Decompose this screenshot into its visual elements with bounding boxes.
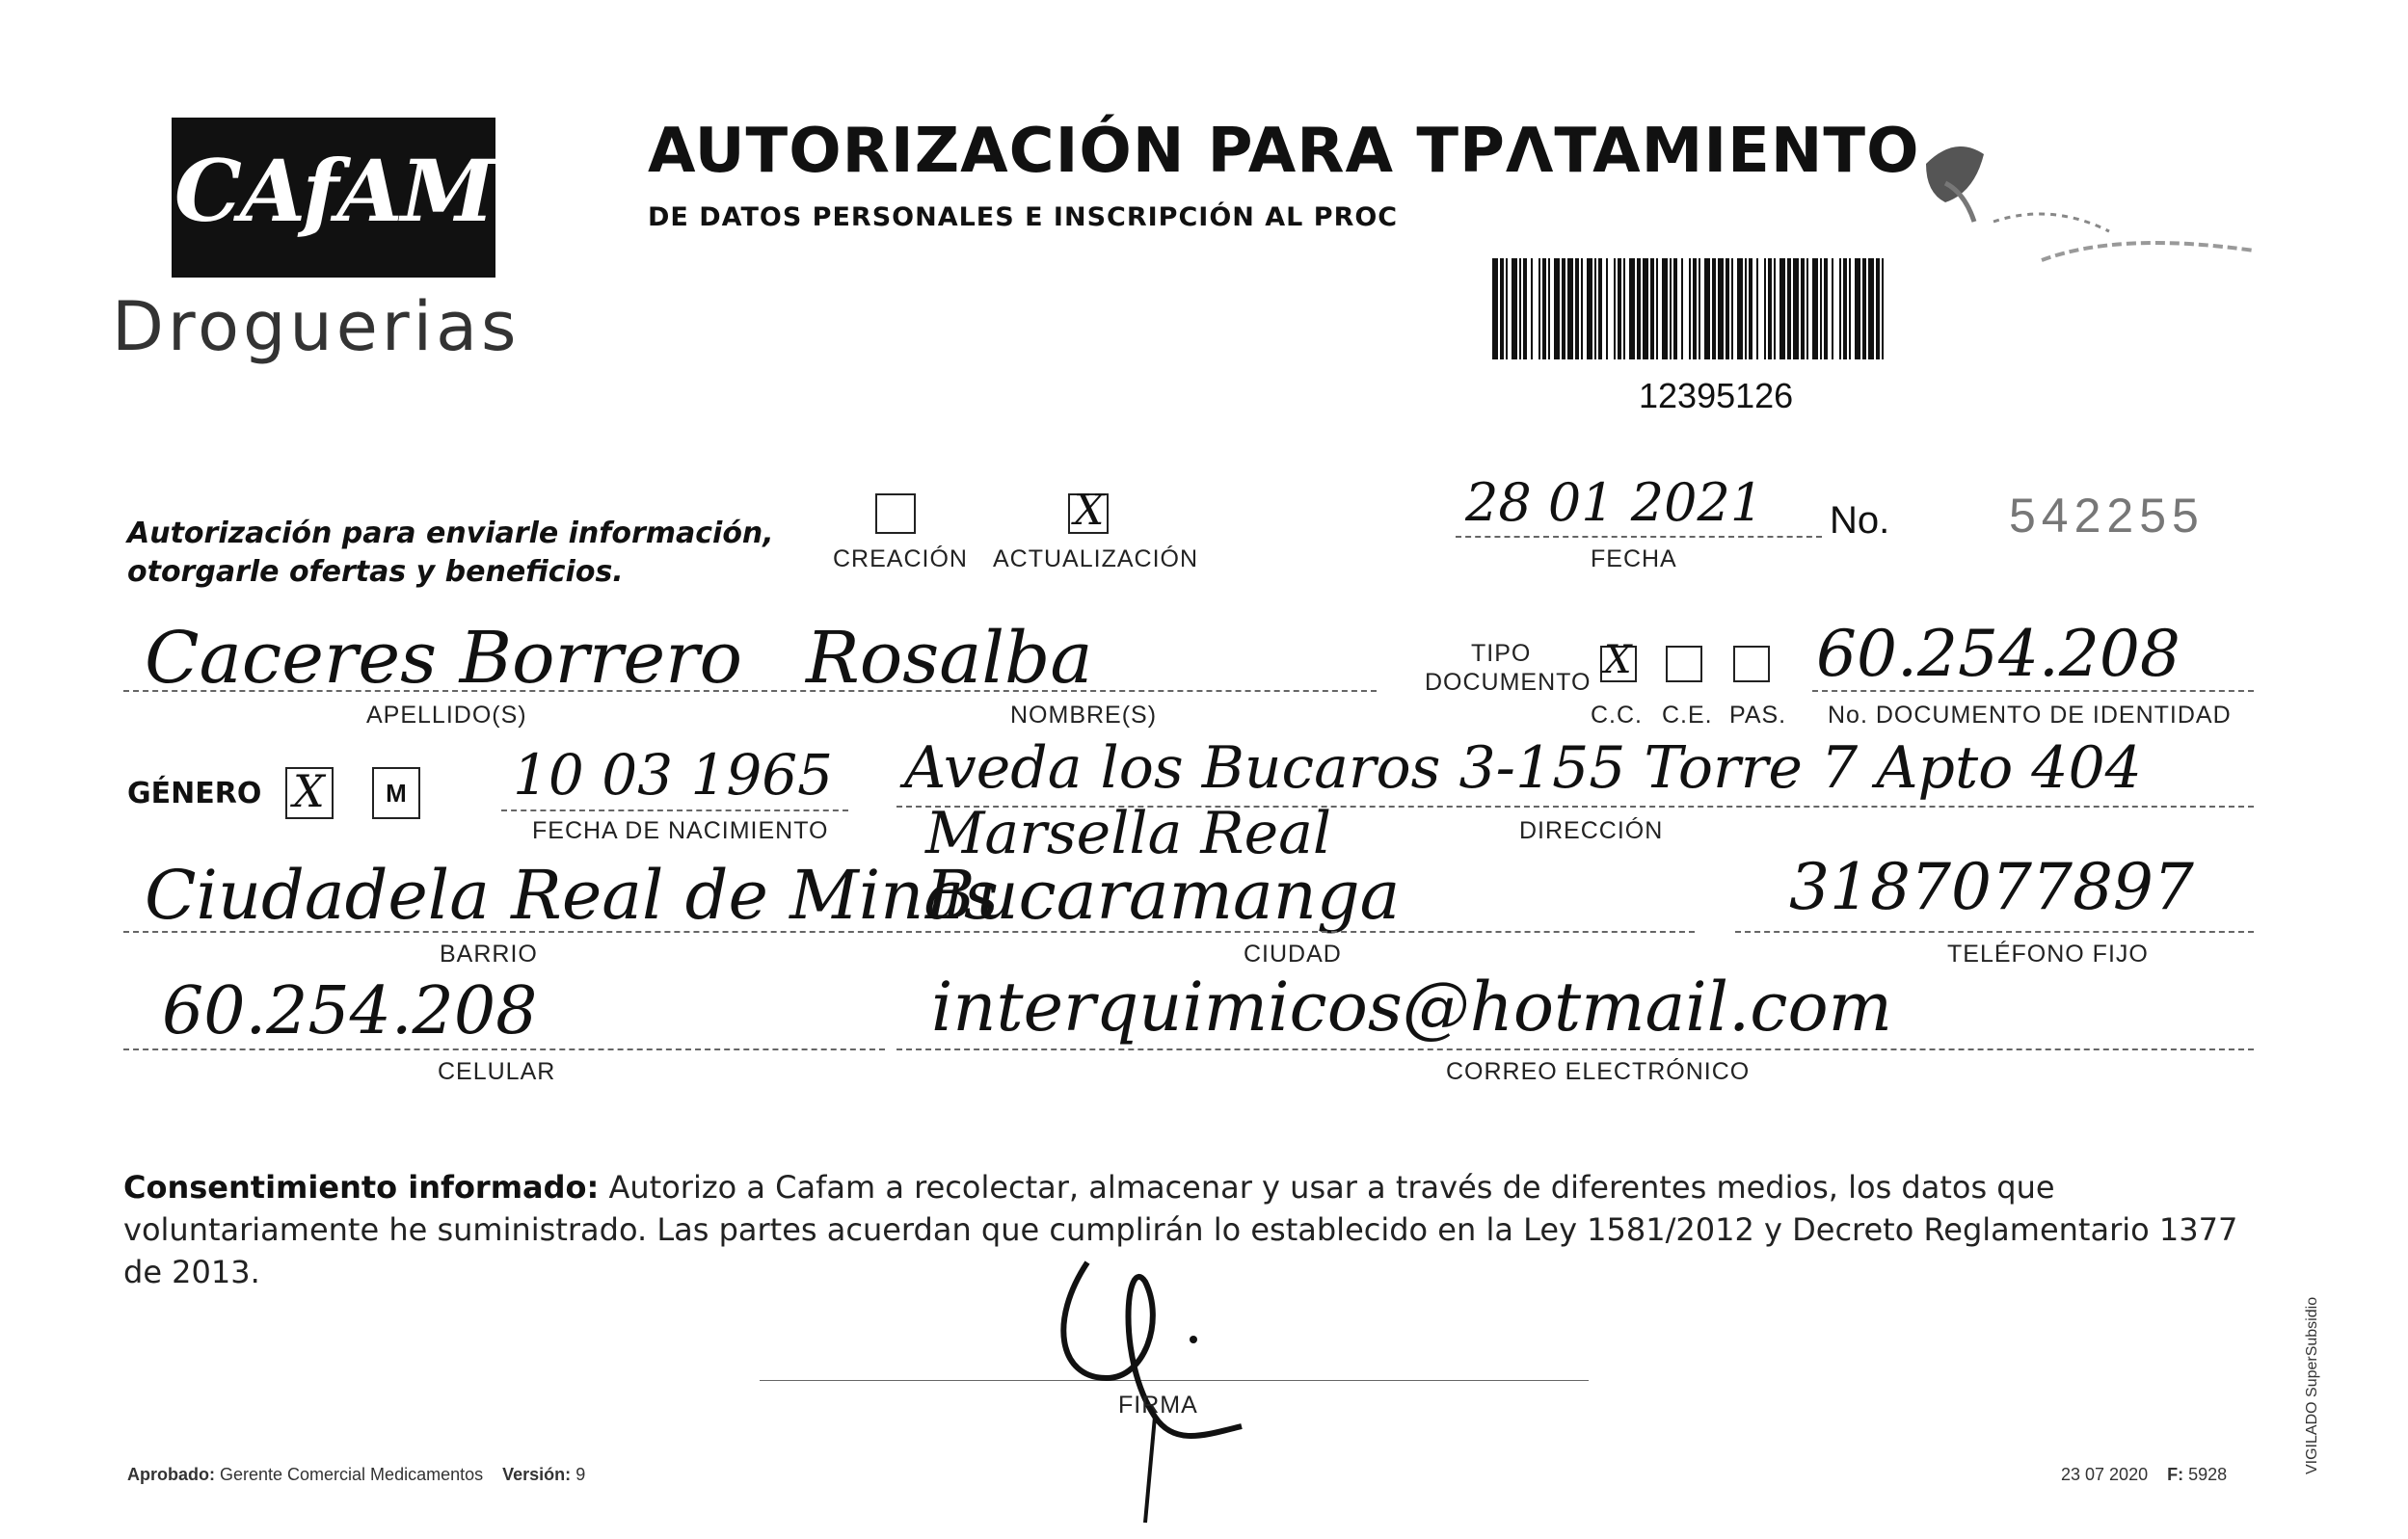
celular-line <box>123 1048 885 1050</box>
genero-f-checkbox[interactable] <box>285 767 334 819</box>
barcode-bar <box>1500 258 1504 359</box>
celular-value[interactable]: 60.254.208 <box>162 973 538 1049</box>
barcode-bar <box>1806 258 1808 359</box>
actualizacion-label: ACTUALIZACIÓN <box>993 545 1199 572</box>
barcode-bar <box>1704 258 1710 359</box>
pas-label: PAS. <box>1729 702 1787 729</box>
nombres-label: NOMBRE(S) <box>1010 702 1158 729</box>
correo-line <box>896 1048 2254 1050</box>
barcode-bar <box>1849 258 1851 359</box>
barcode-bar <box>1882 258 1884 359</box>
ce-label: C.E. <box>1662 702 1713 729</box>
barcode-bar <box>1662 258 1668 359</box>
barcode-bar <box>1562 258 1565 359</box>
barcode-bar <box>1637 258 1641 359</box>
version-value: 9 <box>575 1465 586 1484</box>
consent-heading: Consentimiento informado: <box>123 1169 600 1206</box>
barcode-bar <box>1862 258 1866 359</box>
documento-line <box>1812 690 2254 692</box>
intro-line-1: Autorización para enviarle información, <box>127 517 774 550</box>
pas-checkbox[interactable] <box>1733 646 1770 682</box>
cc-mark: X <box>1604 638 1632 682</box>
ciudad-value[interactable]: Bucaramanga <box>925 856 1401 935</box>
genero-m-checkbox[interactable]: M <box>372 767 420 819</box>
barcode-bar <box>1756 258 1758 359</box>
seal-icon <box>1907 125 2273 279</box>
barcode-bar <box>1737 258 1743 359</box>
numero-value: 542255 <box>2009 489 2205 543</box>
barcode-bar <box>1731 258 1733 359</box>
genero-label: GÉNERO <box>127 777 262 810</box>
genero-f-mark: X <box>293 765 325 817</box>
barcode-number: 12395126 <box>1639 376 1794 415</box>
creacion-label: CREACIÓN <box>833 545 968 572</box>
creacion-checkbox[interactable] <box>875 493 916 534</box>
barcode-bar <box>1718 258 1724 359</box>
vigilado-vertical-text: VIGILADO SuperSubsidio <box>2304 1296 2320 1474</box>
barcode-bar <box>1554 258 1560 359</box>
barcode-bar <box>1629 258 1635 359</box>
fecha-nacimiento-label: FECHA DE NACIMIENTO <box>532 817 829 844</box>
barcode-bar <box>1824 258 1828 359</box>
actualizacion-checkbox[interactable] <box>1068 486 1109 535</box>
tipo-documento-label-bottom: DOCUMENTO <box>1425 669 1592 696</box>
barcode-bar <box>1492 258 1498 359</box>
barcode-bar <box>1820 258 1822 359</box>
barcode-bar <box>1712 258 1716 359</box>
barcode-bar <box>1876 258 1880 359</box>
barcode-bar <box>1623 258 1625 359</box>
barcode-bar <box>1519 258 1521 359</box>
fecha-nacimiento-value[interactable]: 10 03 1965 <box>513 742 834 808</box>
documento-label: No. DOCUMENTO DE IDENTIDAD <box>1828 702 2232 729</box>
form-subtitle: DE DATOS PERSONALES E INSCRIPCIÓN AL PROC <box>648 202 1399 232</box>
version-label: Versión: <box>502 1465 572 1484</box>
apellidos-nombres-line <box>123 690 1377 692</box>
tipo-documento-label-top: TIPO <box>1471 640 1532 667</box>
correo-value[interactable]: interquimicos@hotmail.com <box>931 968 1893 1047</box>
documento-value[interactable]: 60.254.208 <box>1816 617 2181 691</box>
telefono-value[interactable]: 3187077897 <box>1789 850 2194 924</box>
barcode-bar <box>1548 258 1550 359</box>
direccion-value-line1[interactable]: Aveda los Bucaros 3-155 Torre 7 Apto 404 <box>904 734 2142 802</box>
brand-subtitle: Droguerias <box>112 287 521 366</box>
barcode-bar <box>1868 258 1874 359</box>
barcode-bar <box>1839 258 1841 359</box>
direccion-line <box>896 806 2254 808</box>
barcode-bar <box>1523 258 1527 359</box>
intro-line-2: otorgarle ofertas y beneficios. <box>127 555 624 589</box>
footer-date: 23 07 2020 <box>2061 1465 2149 1484</box>
barcode-bar <box>1643 258 1648 359</box>
ciudad-label: CIUDAD <box>1244 941 1342 968</box>
aprobado-value: Gerente Comercial Medicamentos <box>220 1465 484 1484</box>
barcode-bar <box>1764 258 1766 359</box>
direccion-value-line2[interactable]: Marsella Real <box>925 800 1332 867</box>
fecha-value[interactable]: 28 01 2021 <box>1465 472 1764 533</box>
consent-text: Autorizo a Cafam a recolectar, almacenar y usar a través de diferentes medios, los datos que voluntariamente he suministrado. Las partes acuerdan que cumplirán lo establecido en la Ley 1581/2012 y Decreto Reglamentario 1377 de 2013. <box>123 1169 2238 1290</box>
firma-label: FIRMA <box>1118 1392 1198 1419</box>
fecha-label: FECHA <box>1591 545 1677 572</box>
barcode-bar <box>1606 258 1608 359</box>
form-value: 5928 <box>2188 1465 2228 1484</box>
footer-approval <box>127 1465 585 1485</box>
barcode-bar <box>1581 258 1583 359</box>
barcode-bar <box>1689 258 1691 359</box>
barcode-bar <box>1699 258 1700 359</box>
barcode-bar <box>1812 258 1818 359</box>
barrio-value[interactable]: Ciudadela Real de Minas <box>145 856 999 935</box>
barcode-bar <box>1774 258 1776 359</box>
barcode-bar <box>1832 258 1833 359</box>
barcode-bar <box>1793 258 1799 359</box>
barcode-bar <box>1587 258 1592 359</box>
cc-label: C.C. <box>1591 702 1643 729</box>
telefono-label: TELÉFONO FIJO <box>1947 941 2149 968</box>
cc-checkbox[interactable] <box>1600 638 1637 682</box>
nombres-value[interactable]: Rosalba <box>806 617 1093 700</box>
form-label: F: <box>2167 1465 2184 1484</box>
barcode-bar <box>1801 258 1805 359</box>
barcode-bar <box>1843 258 1847 359</box>
brand-logo-text: CAfAM <box>174 141 494 241</box>
barcode <box>1492 258 1887 362</box>
direccion-label: DIRECCIÓN <box>1519 817 1664 844</box>
telefono-line <box>1735 931 2254 933</box>
barcode-bar <box>1567 258 1573 359</box>
correo-label: CORREO ELECTRÓNICO <box>1446 1058 1751 1085</box>
barcode-bar <box>1542 258 1546 359</box>
barcode-bar <box>1855 258 1860 359</box>
numero-label: No. <box>1830 499 1890 542</box>
barcode-bar <box>1670 258 1672 359</box>
apellidos-label: APELLIDO(S) <box>366 702 527 729</box>
barcode-bar <box>1745 258 1747 359</box>
barcode-bar <box>1726 258 1729 359</box>
barcode-bar <box>1673 258 1677 359</box>
ce-checkbox[interactable] <box>1666 646 1702 682</box>
actualizacion-mark: X <box>1074 486 1105 535</box>
barcode-bar <box>1650 258 1654 359</box>
barcode-bar <box>1749 258 1752 359</box>
apellidos-value[interactable]: Caceres Borrero <box>145 617 743 700</box>
barcode-bar <box>1681 258 1683 359</box>
barcode-bar <box>1598 258 1602 359</box>
barcode-bar <box>1693 258 1697 359</box>
barcode-bar <box>1531 258 1533 359</box>
intro-text <box>127 515 802 592</box>
barcode-bar <box>1512 258 1517 359</box>
barcode-bar <box>1538 258 1540 359</box>
footer-date-form <box>2061 1465 2227 1485</box>
barcode-bar <box>1575 258 1579 359</box>
barcode-bar <box>1787 258 1791 359</box>
barcode-bar <box>1506 258 1508 359</box>
signature-mark-icon <box>1049 1243 1251 1532</box>
fecha-nacimiento-line <box>501 809 848 811</box>
aprobado-label: Aprobado: <box>127 1465 215 1484</box>
barcode-bar <box>1614 258 1616 359</box>
barcode-bar <box>1779 258 1785 359</box>
fecha-line <box>1456 536 1822 538</box>
barcode-bar <box>1768 258 1772 359</box>
barrio-label: BARRIO <box>440 941 538 968</box>
barcode-bar <box>1656 258 1658 359</box>
barcode-bar <box>1594 258 1596 359</box>
form-title: AUTORIZACIÓN PARA TPΛTAMIENTO <box>648 116 1920 187</box>
barcode-bar <box>1618 258 1621 359</box>
barrio-ciudad-line <box>123 931 1695 933</box>
celular-label: CELULAR <box>438 1058 556 1085</box>
